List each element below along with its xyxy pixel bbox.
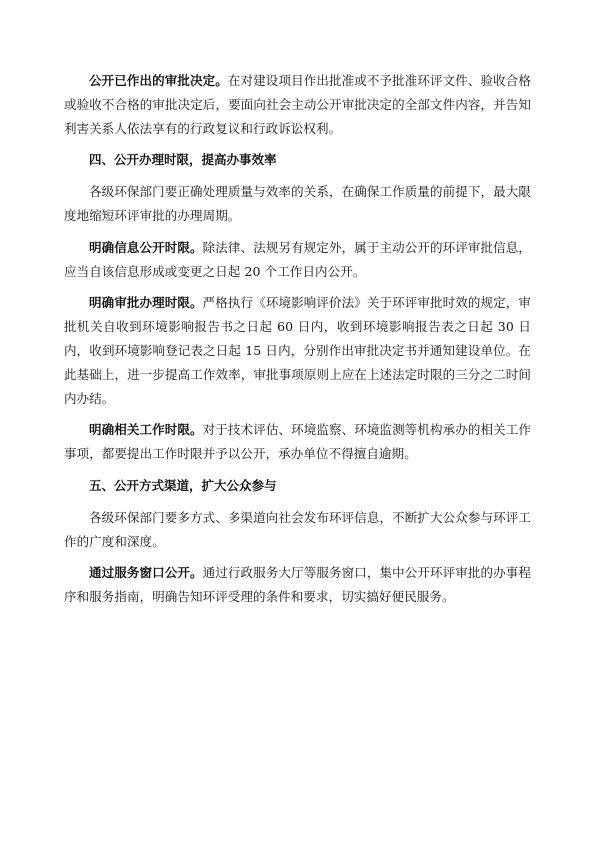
paragraph-lead: 明确相关工作时限。 — [89, 422, 203, 438]
paragraph-body: 各级环保部门要正确处理质量与效率的关系，在确保工作质量的前提下，最大限度地缩短环评审批的办理周期。 — [64, 184, 531, 223]
paragraph-efficiency — [64, 180, 531, 228]
paragraph-publish-decisions — [64, 69, 531, 140]
paragraph-public-participation — [64, 506, 531, 554]
paragraph-info-disclosure-deadline — [64, 236, 531, 284]
paragraph-lead: 通过服务窗口公开。 — [89, 565, 203, 581]
paragraph-related-work-deadline — [64, 418, 531, 466]
paragraph-approval-deadline — [64, 291, 531, 410]
paragraph-body: 通过行政服务大厅等服务窗口，集中公开环评审批的办事程序和服务指南，明确告知环评受理的条件和要求，切实搞好便民服务。 — [64, 565, 531, 605]
section-heading-5: 五、公开方式渠道，扩大公众参与 — [89, 477, 277, 493]
paragraph-body: 除法律、法规另有规定外，属于主动公开的环评审批信息，应当自该信息形成或变更之日起 20 个工作日内公开。 — [64, 239, 531, 279]
paragraph-service-window — [64, 561, 531, 609]
paragraph-lead: 公开已作出的审批决定。 — [89, 73, 228, 88]
paragraph-body: 各级环保部门要多方式、多渠道向社会发布环评信息，不断扩大公众参与环评工作的广度和深度。 — [64, 509, 531, 549]
section-heading-4: 四、公开办理时限，提高办事效率 — [89, 152, 277, 168]
paragraph-body: 严格执行《环境影响评价法》关于环评审批时效的规定，审批机关自收到环境影响报告书之日起 60 日内，收到环境影响报告表之日起 30 日内，收到环境影响登记表之日起 15 日内，分别作出审批决定书并通知建设单位。在此基础上，进一步提高工作效率，审批事项原则上应在上述法定时限的三分之二时间内办结。 — [64, 295, 531, 406]
paragraph-lead: 明确审批办理时限。 — [89, 295, 203, 311]
paragraph-lead: 明确信息公开时限。 — [89, 239, 203, 255]
paragraph-body: 对于技术评估、环境监察、环境监测等机构承办的相关工作事项，都要提出工作时限并予以公开，承办单位不得擅自逾期。 — [64, 422, 531, 462]
paragraph-body: 在对建设项目作出批准或不予批准环评文件、验收合格或验收不合格的审批决定后，要面向社会主动公开审批决定的全部文件内容，并告知利害关系人依法享有的行政复议和行政诉讼权利。 — [64, 73, 531, 136]
